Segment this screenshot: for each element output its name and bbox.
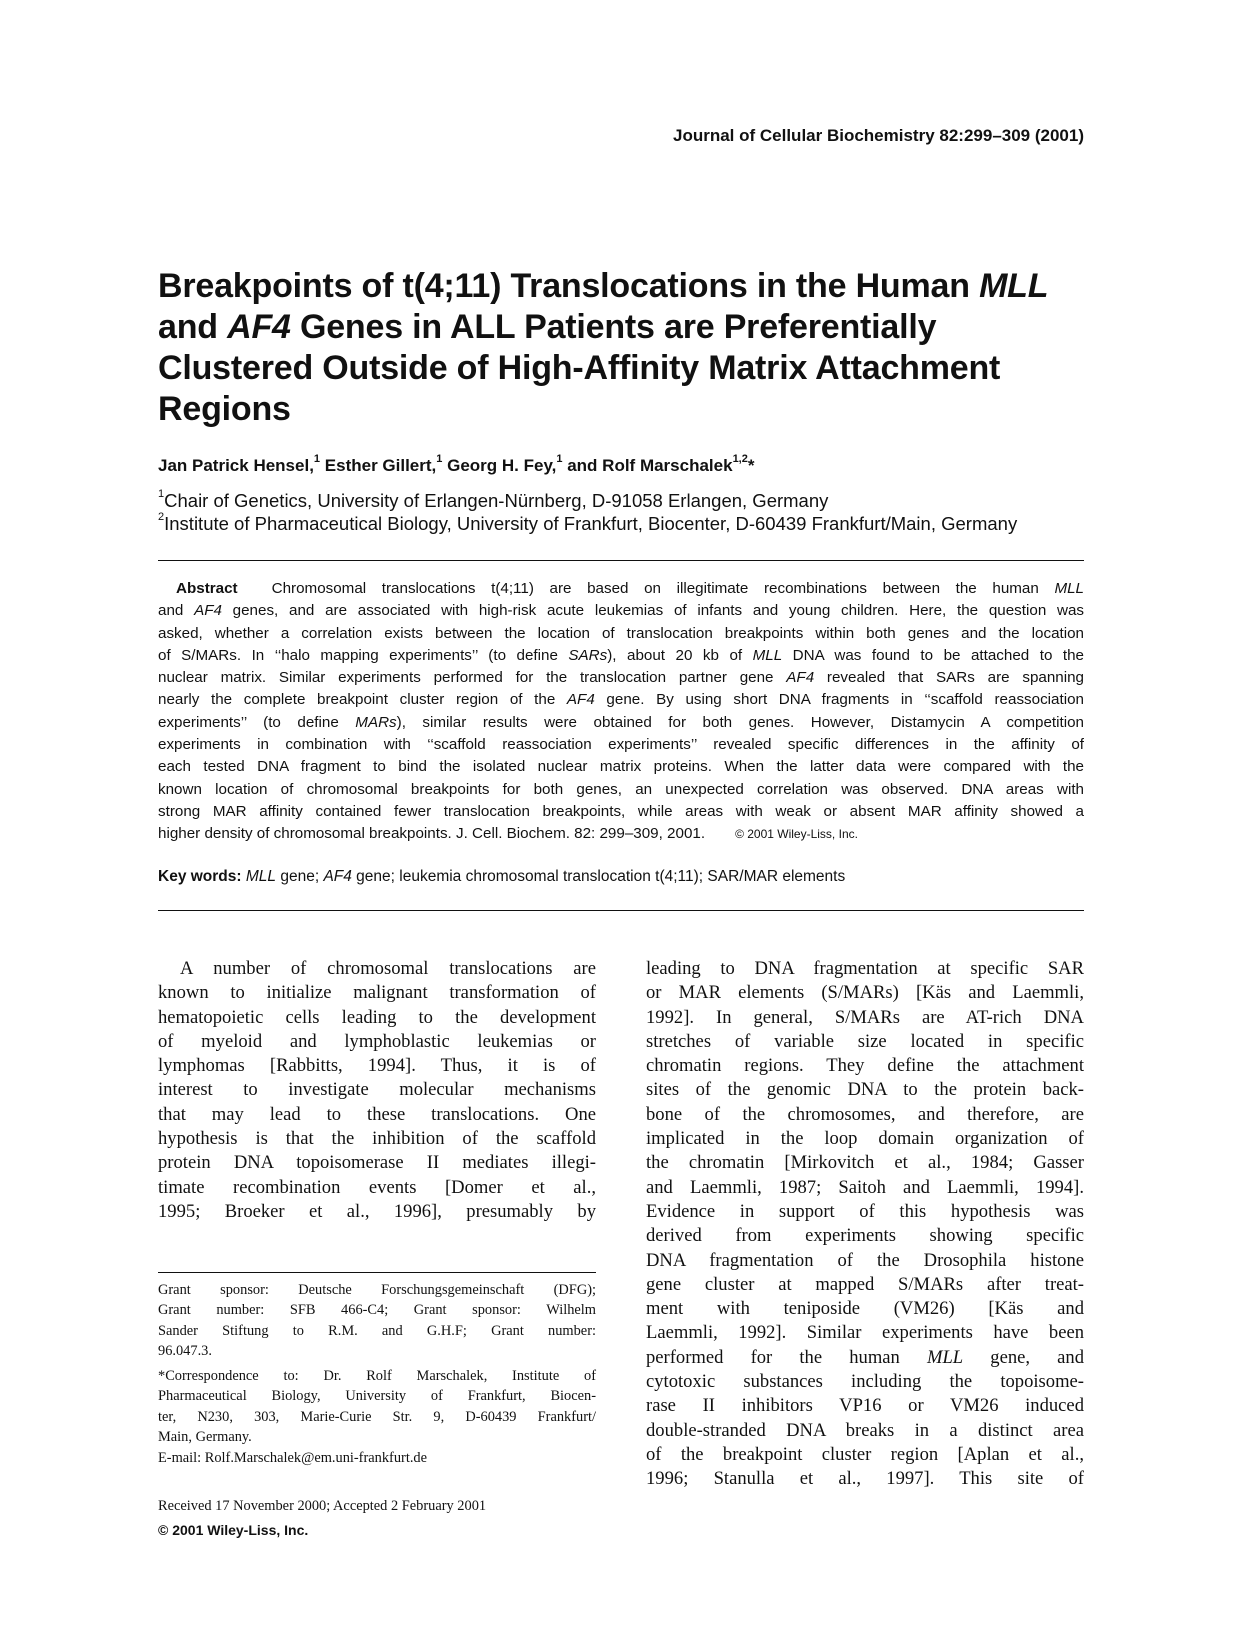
body-line: ment with teniposide (VM26) [Käs and [646,1298,1084,1320]
footnote-received: Received 17 November 2000; Accepted 2 February 2001 [158,1498,487,1514]
footnote-copyright: © 2001 Wiley-Liss, Inc. [158,1522,309,1538]
body-line: A number of chromosomal translocations are [180,958,596,979]
abstract-line: Abstract Chromosomal translocations t(4;11) are based on illegitimate recombinations between the human MLL [176,580,1084,597]
body-line: interest to investigate molecular mechanisms [158,1079,596,1101]
body-line: 1996; Stanulla et al., 1997]. This site of [646,1468,1084,1490]
abstract-line: experiments’’ (to define MARs), similar results were obtained for both genes. However, Distamycin A competition [158,713,1084,731]
body-line: known to initialize malignant transformation of [158,982,596,1004]
body-line: hematopoietic cells leading to the development [158,1006,596,1028]
body-line: gene cluster at mapped S/MARs after treat- [646,1273,1084,1295]
footnote-divider [158,1272,596,1273]
abstract-line: strong MAR affinity contained fewer translocation breakpoints, while areas with weak or absent MAR affinity showed a [158,802,1084,820]
body-line: of myeloid and lymphoblastic leukemias or [158,1030,596,1052]
correspondence-email: E-mail: Rolf.Marschalek@em.uni-frankfurt.de [158,1449,427,1466]
corresponding-star: * [747,456,755,475]
title-line-1: Breakpoints of t(4;11) Translocations in the Human MLL [158,267,1049,305]
body-line: that may lead to these translocations. One [158,1103,596,1125]
abstract-line: experiments in combination with ‘‘scaffold reassociation experiments’’ revealed specific differences in the affinity of [158,736,1084,754]
body-line: lymphomas [Rabbitts, 1994]. Thus, it is of [158,1055,596,1077]
body-line: or MAR elements (S/MARs) [Käs and Laemmli, [646,982,1084,1004]
journal-citation: Journal of Cellular Biochemistry 82:299–309 (2001) [672,126,1084,145]
body-line: performed for the human MLL gene, and [646,1346,1084,1368]
body-line: Evidence in support of this hypothesis was [646,1200,1084,1222]
body-line: sites of the genomic DNA to the protein back- [646,1079,1084,1101]
body-line: 1992]. In general, S/MARs are AT-rich DNA [646,1006,1084,1028]
author-name: Esther Gillert, [320,456,437,475]
body-left-column [158,957,596,1224]
section-divider [158,910,1084,911]
author-name: and Rolf Marschalek [562,456,733,475]
abstract [158,578,1084,846]
abstract-line: known location of chromosomal breakpoints for both genes, an unexpected correlation was observed. DNA areas with [158,780,1084,798]
article-title [158,266,1088,430]
body-line: DNA fragmentation of the Drosophila histone [646,1249,1084,1271]
title-line-4: Regions [158,390,291,428]
abstract-line: and AF4 genes, and are associated with high-risk acute leukemias of infants and young children. Here, the question was [158,602,1085,620]
author-name: Georg H. Fey, [442,456,557,475]
body-line: derived from experiments showing specific [646,1225,1084,1247]
affiliation-1: $^1$Chair of Genetics, University of Erlangen-Nürnberg, D-91058 Erlangen, Germany [158,488,829,511]
body-line: leading to DNA fragmentation at specific SAR [646,958,1084,979]
abstract-line: asked, whether a correlation exists between the location of translocation breakpoints within both genes and the location [158,624,1084,642]
abstract-line: higher density of chromosomal breakpoints. J. Cell. Biochem. 82: 299–309, 2001. © 2001 Wiley-Liss, Inc. [158,825,858,843]
footnote-grant: Grant sponsor: Deutsche Forschungsgemeinschaft (DFG); Grant number: SFB 466-C4; Grant sponsor: Wilhelm Sander Stiftung to R.M. and G.H.F; Grant number: 96.047.3. [158,1282,596,1360]
author-list: Jan Patrick Hensel,$^1$ Esther Gillert,$^1$ Georg H. Fey,$^1$ and Rolf Marschalek$^{1,2}$* [158,453,755,475]
body-right-column [646,957,1084,1492]
keywords: Key words: MLL gene; AF4 gene; leukemia chromosomal translocation t(4;11); SAR/MAR elements [158,868,846,885]
body-line: rase II inhibitors VP16 or VM26 induced [646,1395,1084,1417]
body-line: cytotoxic substances including the topoisome- [646,1371,1084,1393]
affiliation-2: $^2$Institute of Pharmaceutical Biology, University of Frankfurt, Biocenter, D-60439 Frankfurt/Main, Germany [158,511,1018,534]
body-line: the chromatin [Mirkovitch et al., 1984; Gasser [646,1152,1084,1174]
abstract-line: nuclear matrix. Similar experiments performed for the translocation partner gene AF4 revealed that SARs are spanning [158,669,1084,687]
body-line: stretches of variable size located in specific [646,1030,1084,1052]
body-line: and Laemmli, 1987; Saitoh and Laemmli, 1994]. [646,1176,1084,1198]
body-line: 1995; Broeker et al., 1996], presumably by [158,1200,596,1222]
author-name: Jan Patrick Hensel, [158,456,314,475]
body-line: double-stranded DNA breaks in a distinct area [646,1419,1084,1441]
title-line-3: Clustered Outside of High-Affinity Matrix Attachment [158,349,1001,387]
footnote-correspondence: *Correspondence to: Dr. Rolf Marschalek, Institute of Pharmaceutical Biology, University of Frankfurt, Biocen- ter, N230, 303, Marie-Curie Str. 9, D-60439 Frankfurt/ Main, Germany. E-mail: Rolf.Marschalek@em.uni-frankfurt.de [158,1366,596,1468]
body-line: implicated in the loop domain organization of [646,1128,1084,1150]
body-line: chromatin regions. They define the attachment [646,1055,1084,1077]
body-line: Laemmli, 1992]. Similar experiments have been [646,1322,1084,1344]
section-divider [158,560,1084,561]
abstract-copyright: © 2001 Wiley-Liss, Inc. [735,827,858,842]
body-line: timate recombination events [Domer et al., [158,1176,596,1198]
body-line: protein DNA topoisomerase II mediates illegi- [158,1152,596,1174]
title-line-2: and AF4 Genes in ALL Patients are Preferentially [158,308,937,346]
abstract-line: of S/MARs. In ‘‘halo mapping experiments’’ (to define SARs), about 20 kb of MLL DNA was found to be attached to the [158,646,1084,664]
abstract-line: nearly the complete breakpoint cluster region of the AF4 gene. By using short DNA fragments in ‘‘scaffold reassociation [158,691,1084,709]
body-line: bone of the chromosomes, and therefore, are [646,1103,1084,1125]
body-line: hypothesis is that the inhibition of the scaffold [158,1128,596,1150]
abstract-label: Abstract [176,580,238,597]
keywords-label: Key words: [158,868,242,885]
abstract-line: each tested DNA fragment to bind the isolated nuclear matrix proteins. When the latter data were compared with the [158,758,1084,776]
body-line: of the breakpoint cluster region [Aplan et al., [646,1443,1084,1465]
